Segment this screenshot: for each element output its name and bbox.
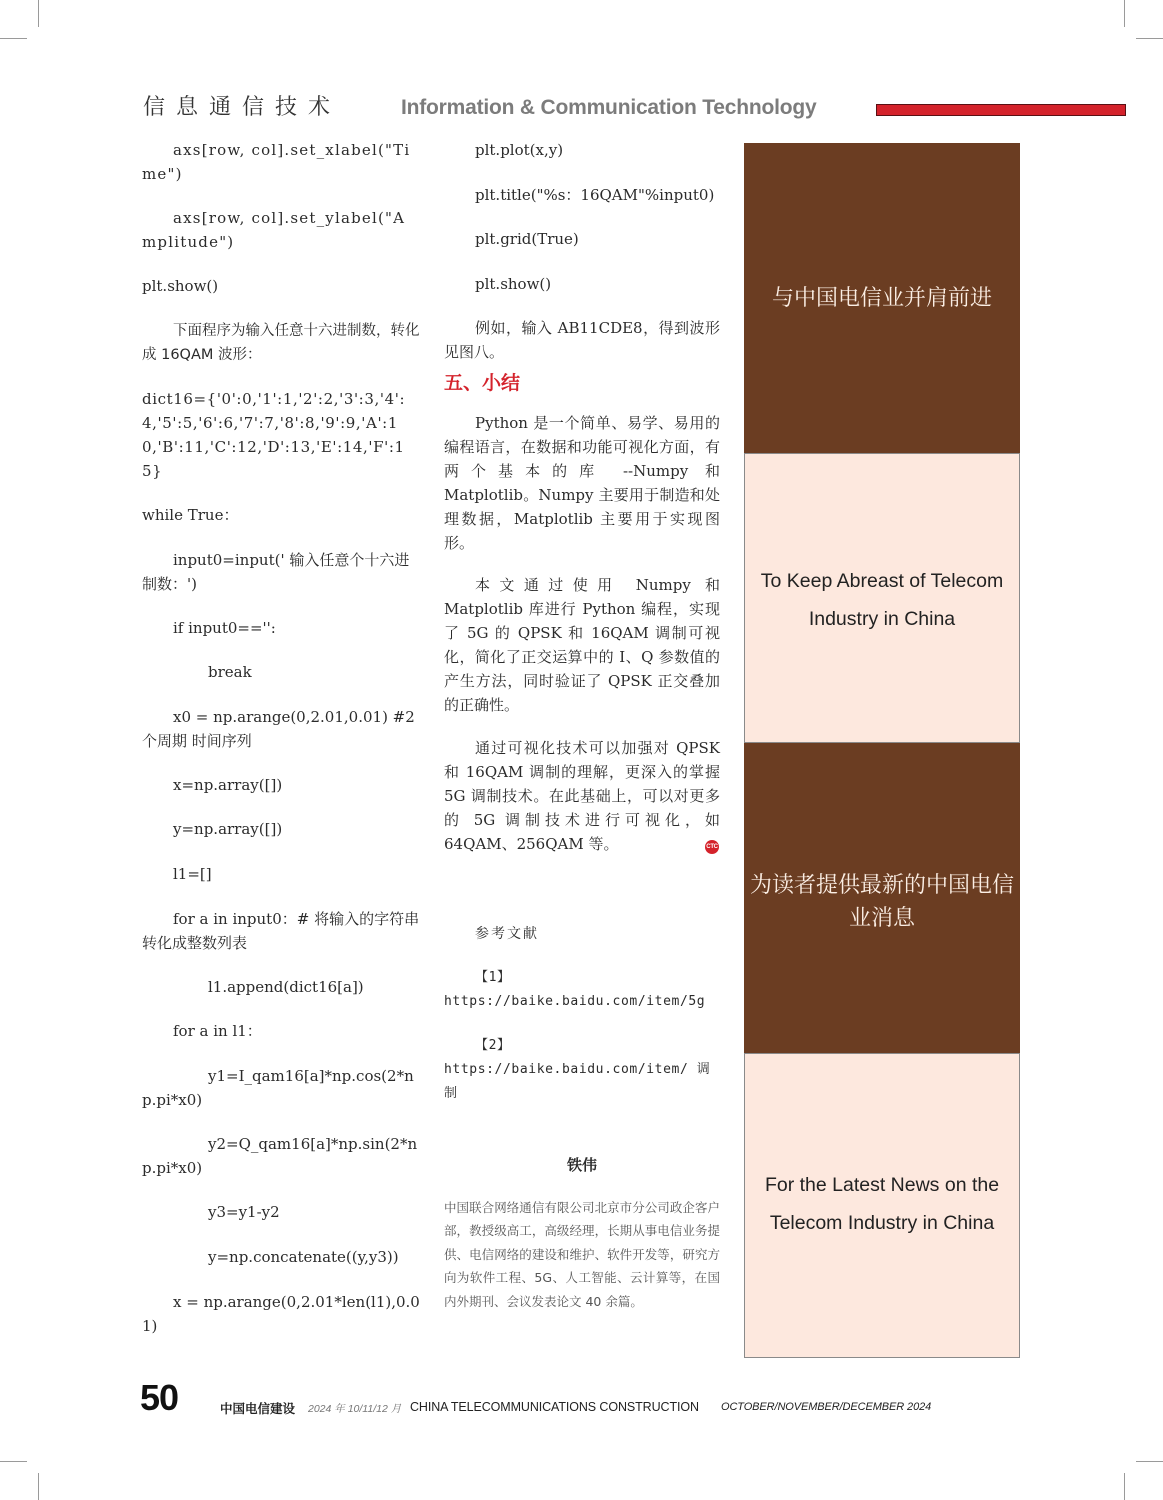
code-line: while True： — [142, 506, 239, 524]
body-text: 例如，输入 AB11CDE8，得到波形见图八。 — [444, 319, 720, 361]
code-line: plt.show() — [475, 275, 552, 293]
page-number: 50 — [140, 1377, 179, 1418]
section-title-en: Information & Communication Technology — [401, 96, 817, 119]
header-accent-bar — [876, 104, 1126, 116]
code-line: y1=I_qam16[a]*np.cos(2*np.pi*x0) — [142, 1067, 414, 1109]
promo-box-cn-1 — [744, 143, 1020, 453]
author-name: 铁伟 — [566, 1156, 597, 1174]
reference-item: 【1】https://baike.baidu.com/item/5g — [444, 970, 706, 1009]
magazine-name-en: CHINA TELECOMMUNICATIONS CONSTRUCTION — [410, 1400, 699, 1414]
magazine-name-cn: 中国电信建设 — [220, 1401, 296, 1416]
code-line: x0 = np.arange(0,2.01,0.01) #2 个周期 时间序列 — [142, 708, 420, 750]
code-line: input0=input(' 输入任意个十六进制数：') — [142, 551, 410, 593]
promo-text: 与中国电信业并肩前进 — [771, 285, 992, 311]
promo-box-cn-2 — [744, 743, 1020, 1053]
crop-mark — [1136, 38, 1163, 39]
code-line: plt.show() — [142, 277, 219, 295]
body-paragraph: 通过可视化技术可以加强对 QPSK 和 16QAM 调制的理解，更深入的掌握 5G 调制技术。在此基础上，可以对更多的 5G 调制技术进行可视化，如 64QAM、256QAM 等。 — [444, 739, 720, 853]
references-heading: 参考文献 — [475, 926, 539, 942]
code-line: plt.title("%s：16QAM"%input0) — [475, 186, 715, 204]
section-title-cn: 信息通信技术 — [143, 95, 342, 120]
code-line: for a in l1： — [173, 1022, 262, 1040]
issue-date-cn: 2024 年 10/11/12 月 — [308, 1403, 402, 1415]
crop-mark — [38, 0, 39, 27]
promo-box-en-1 — [744, 453, 1020, 743]
section-heading: 五、小结 — [444, 372, 521, 394]
code-line: y3=y1-y2 — [208, 1203, 280, 1221]
code-line: plt.plot(x,y) — [475, 141, 564, 159]
code-line: if input0=='': — [173, 619, 276, 637]
crop-mark — [1136, 1461, 1163, 1462]
crop-mark — [0, 38, 27, 39]
reference-item: 【2】https://baike.baidu.com/item/ 调制 — [444, 1038, 711, 1101]
code-line: axs[row, col].set_xlabel("Time") — [142, 141, 411, 183]
body-text: 下面程序为输入任意十六进制数，转化成 16QAM 波形： — [142, 323, 420, 363]
body-paragraph: 本文通过使用 Numpy 和 Matplotlib 库进行 Python 编程，实现了 5G 的 QPSK 和 16QAM 调制可视化，简化了正交运算中的 I、Q 参数值的产生方法，同时验证了 QPSK 正交叠加的正确性。 — [444, 576, 720, 714]
page-footer — [140, 1378, 970, 1428]
body-paragraph: Python 是一个简单、易学、易用的编程语言，在数据和功能可视化方面，有两个基本的库 --Numpy 和 Matplotlib。Numpy 主要用于制造和处理数据，Matplotlib 主要用于实现图形。 — [444, 414, 720, 552]
promo-box-en-2 — [744, 1053, 1020, 1358]
code-line: y2=Q_qam16[a]*np.sin(2*np.pi*x0) — [142, 1135, 418, 1177]
code-line: x=np.array([]) — [173, 776, 283, 794]
crop-mark — [38, 1473, 39, 1500]
running-header — [143, 92, 1128, 124]
issue-date-en: OCTOBER/NOVEMBER/DECEMBER 2024 — [721, 1401, 932, 1413]
promo-text: 为读者提供最新的中国电信业消息 — [750, 873, 1015, 931]
ctc-end-mark-icon: CTC — [705, 840, 719, 854]
crop-mark — [1124, 1473, 1125, 1500]
crop-mark — [1124, 0, 1125, 27]
promo-text: To Keep Abreast of Telecom Industry in China — [760, 570, 1004, 630]
promo-text: For the Latest News on the Telecom Industry in China — [764, 1174, 1000, 1234]
code-line: x = np.arange(0,2.01*len(l1),0.01) — [142, 1293, 420, 1335]
code-line: l1.append(dict16[a]) — [208, 978, 364, 996]
code-line: plt.grid(True) — [475, 230, 579, 248]
crop-mark — [0, 1461, 27, 1462]
code-line: axs[row, col].set_ylabel("Amplitude") — [142, 209, 406, 251]
author-bio: 中国联合网络通信有限公司北京市分公司政企客户部，教授级高工，高级经理，长期从事电信业务提供、电信网络的建设和维护、软件开发等，研究方向为软件工程、5G、人工智能、云计算等，在国内外期刊、会议发表论文 40 余篇。 — [444, 1200, 720, 1309]
code-line: for a in input0：# 将输入的字符串转化成整数列表 — [142, 910, 420, 952]
code-line: y=np.concatenate((y,y3)) — [208, 1248, 399, 1266]
code-line: l1=[] — [173, 865, 212, 883]
code-line: break — [208, 663, 252, 681]
code-line: y=np.array([]) — [173, 820, 283, 838]
code-line: dict16={'0':0,'1':1,'2':2,'3':3,'4':4,'5':5,'6':6,'7':7,'8':8,'9':9,'A':10,'B':11,'C':12,'D':13,'E':14,'F':15} — [142, 390, 406, 480]
